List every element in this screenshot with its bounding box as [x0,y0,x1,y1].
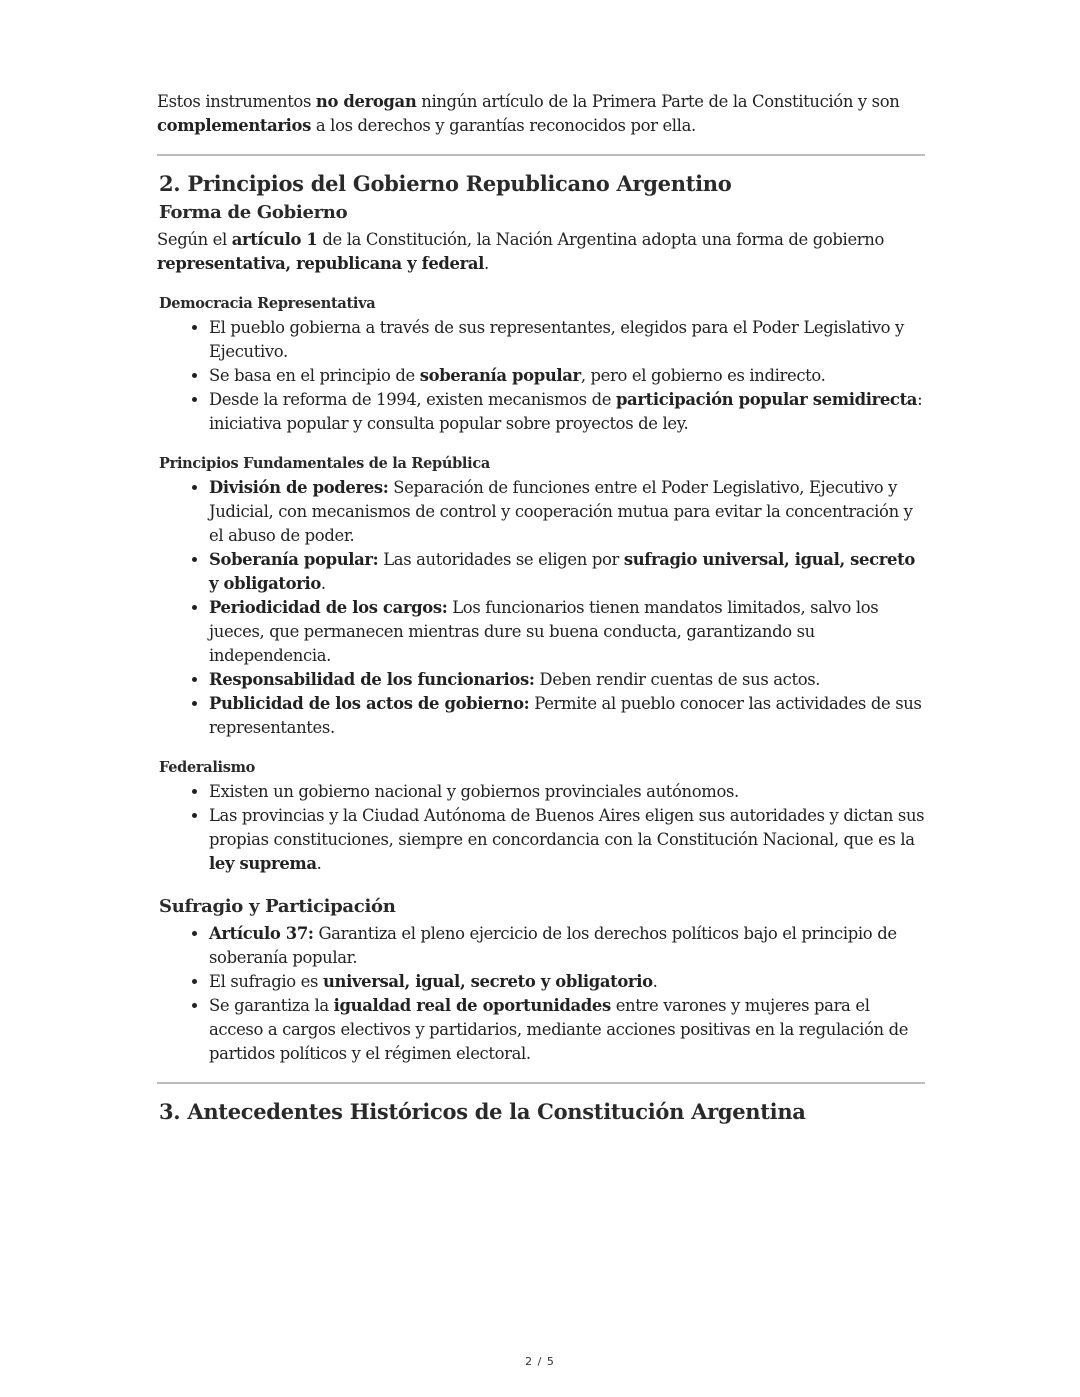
text-run: El sufragio es [209,972,323,991]
list-item [209,476,925,548]
principios-list [157,476,925,740]
text-run: Las provincias y la Ciudad Autónoma de Buenos Aires eligen sus autoridades y dictan sus propias constituciones, siempre en concordancia con la Constitución Nacional, que es la [209,806,925,849]
text-run: a los derechos y garantías reconocidos por ella. [311,116,696,135]
federalismo-list [157,780,925,876]
text-run: Se basa en el principio de [209,366,420,385]
text-run: . [652,972,658,991]
list-item [209,970,925,994]
text-run: Existen un gobierno nacional y gobiernos provinciales autónomos. [209,782,739,801]
text-run: Separación de funciones entre el Poder Legislativo, Ejecutivo y Judicial, con mecanismos de control y cooperación mutua para evitar la concentración y el abuso de poder. [209,478,913,545]
sufragio-list [157,922,925,1066]
text-run: Desde la reforma de 1994, existen mecanismos de [209,390,616,409]
principios-heading: Principios Fundamentales de la República [159,455,490,472]
list-item [209,388,925,436]
democracia-heading: Democracia Representativa [159,295,376,312]
text-run: Las autoridades se eligen por [378,550,624,569]
text-run: . [316,854,322,873]
text-run: Se garantiza la [209,996,334,1015]
list-item [209,364,925,388]
list-item [209,692,925,740]
bold-text: no derogan [315,92,417,111]
text-run: Deben rendir cuentas de sus actos. [534,670,821,689]
bold-text: División de poderes: [209,478,389,497]
sufragio-heading: Sufragio y Participación [159,896,396,917]
bold-text: Publicidad de los actos de gobierno: [209,694,530,713]
text-run: Los funcionarios tienen mandatos limitados, salvo los jueces, que permanecen mientras dure su buena conducta, garantizando su independencia. [209,598,879,665]
text-run: Garantiza el pleno ejercicio de los derechos políticos bajo el principio de soberanía popular. [209,924,897,967]
text-run: Permite al pueblo conocer las actividades de sus representantes. [209,694,922,737]
text-run: . [320,574,326,593]
list-item [209,804,925,876]
bold-text: universal, igual, secreto y obligatorio [322,972,653,991]
list-item [209,548,925,596]
forma-de-gobierno-paragraph [157,228,925,276]
document-page [157,90,925,1128]
text-run: Estos instrumentos [157,92,316,111]
list-item [209,994,925,1066]
text-run: El pueblo gobierna a través de sus representantes, elegidos para el Poder Legislativo y Ejecutivo. [209,318,904,361]
bold-text: Soberanía popular: [209,550,379,569]
text-run: de la Constitución, la Nación Argentina adopta una forma de gobierno [317,230,885,249]
bold-text: ley suprema [209,854,317,873]
bold-text: Responsabilidad de los funcionarios: [209,670,535,689]
list-item [209,780,925,804]
forma-de-gobierno-heading: Forma de Gobierno [159,202,348,223]
list-item [209,596,925,668]
section-3-title: 3. Antecedentes Históricos de la Constitución Argentina [159,1099,806,1124]
section-divider [157,1082,925,1084]
democracia-list [157,316,925,436]
bold-text: igualdad real de oportunidades [333,996,611,1015]
bold-text: Periodicidad de los cargos: [209,598,448,617]
section-2-title: 2. Principios del Gobierno Republicano Argentino [159,171,732,196]
list-item [209,316,925,364]
text-run: entre varones y mujeres para el acceso a cargos electivos y partidarios, mediante acciones positivas en la regulación de partidos políticos y el régimen electoral. [209,996,909,1063]
page-number: 2 / 5 [525,1355,555,1368]
bold-text: participación popular semidirecta [615,390,918,409]
bold-text: sufragio universal, igual, secreto y obligatorio [209,550,915,593]
bold-text: soberanía popular [419,366,581,385]
intro-paragraph [157,90,925,138]
text-run: . [484,254,489,273]
text-run: : iniciativa popular y consulta popular sobre proyectos de ley. [209,390,923,433]
text-run: , pero el gobierno es indirecto. [580,366,826,385]
text-run: ningún artículo de la Primera Parte de la Constitución y son [416,92,900,111]
bold-text: complementarios [157,116,312,135]
bold-text: representativa, republicana y federal [157,254,485,273]
section-divider [157,154,925,156]
federalismo-heading: Federalismo [159,759,256,776]
text-run: Según el [157,230,232,249]
list-item [209,922,925,970]
list-item [209,668,925,692]
bold-text: artículo 1 [231,230,318,249]
bold-text: Artículo 37: [209,924,314,943]
